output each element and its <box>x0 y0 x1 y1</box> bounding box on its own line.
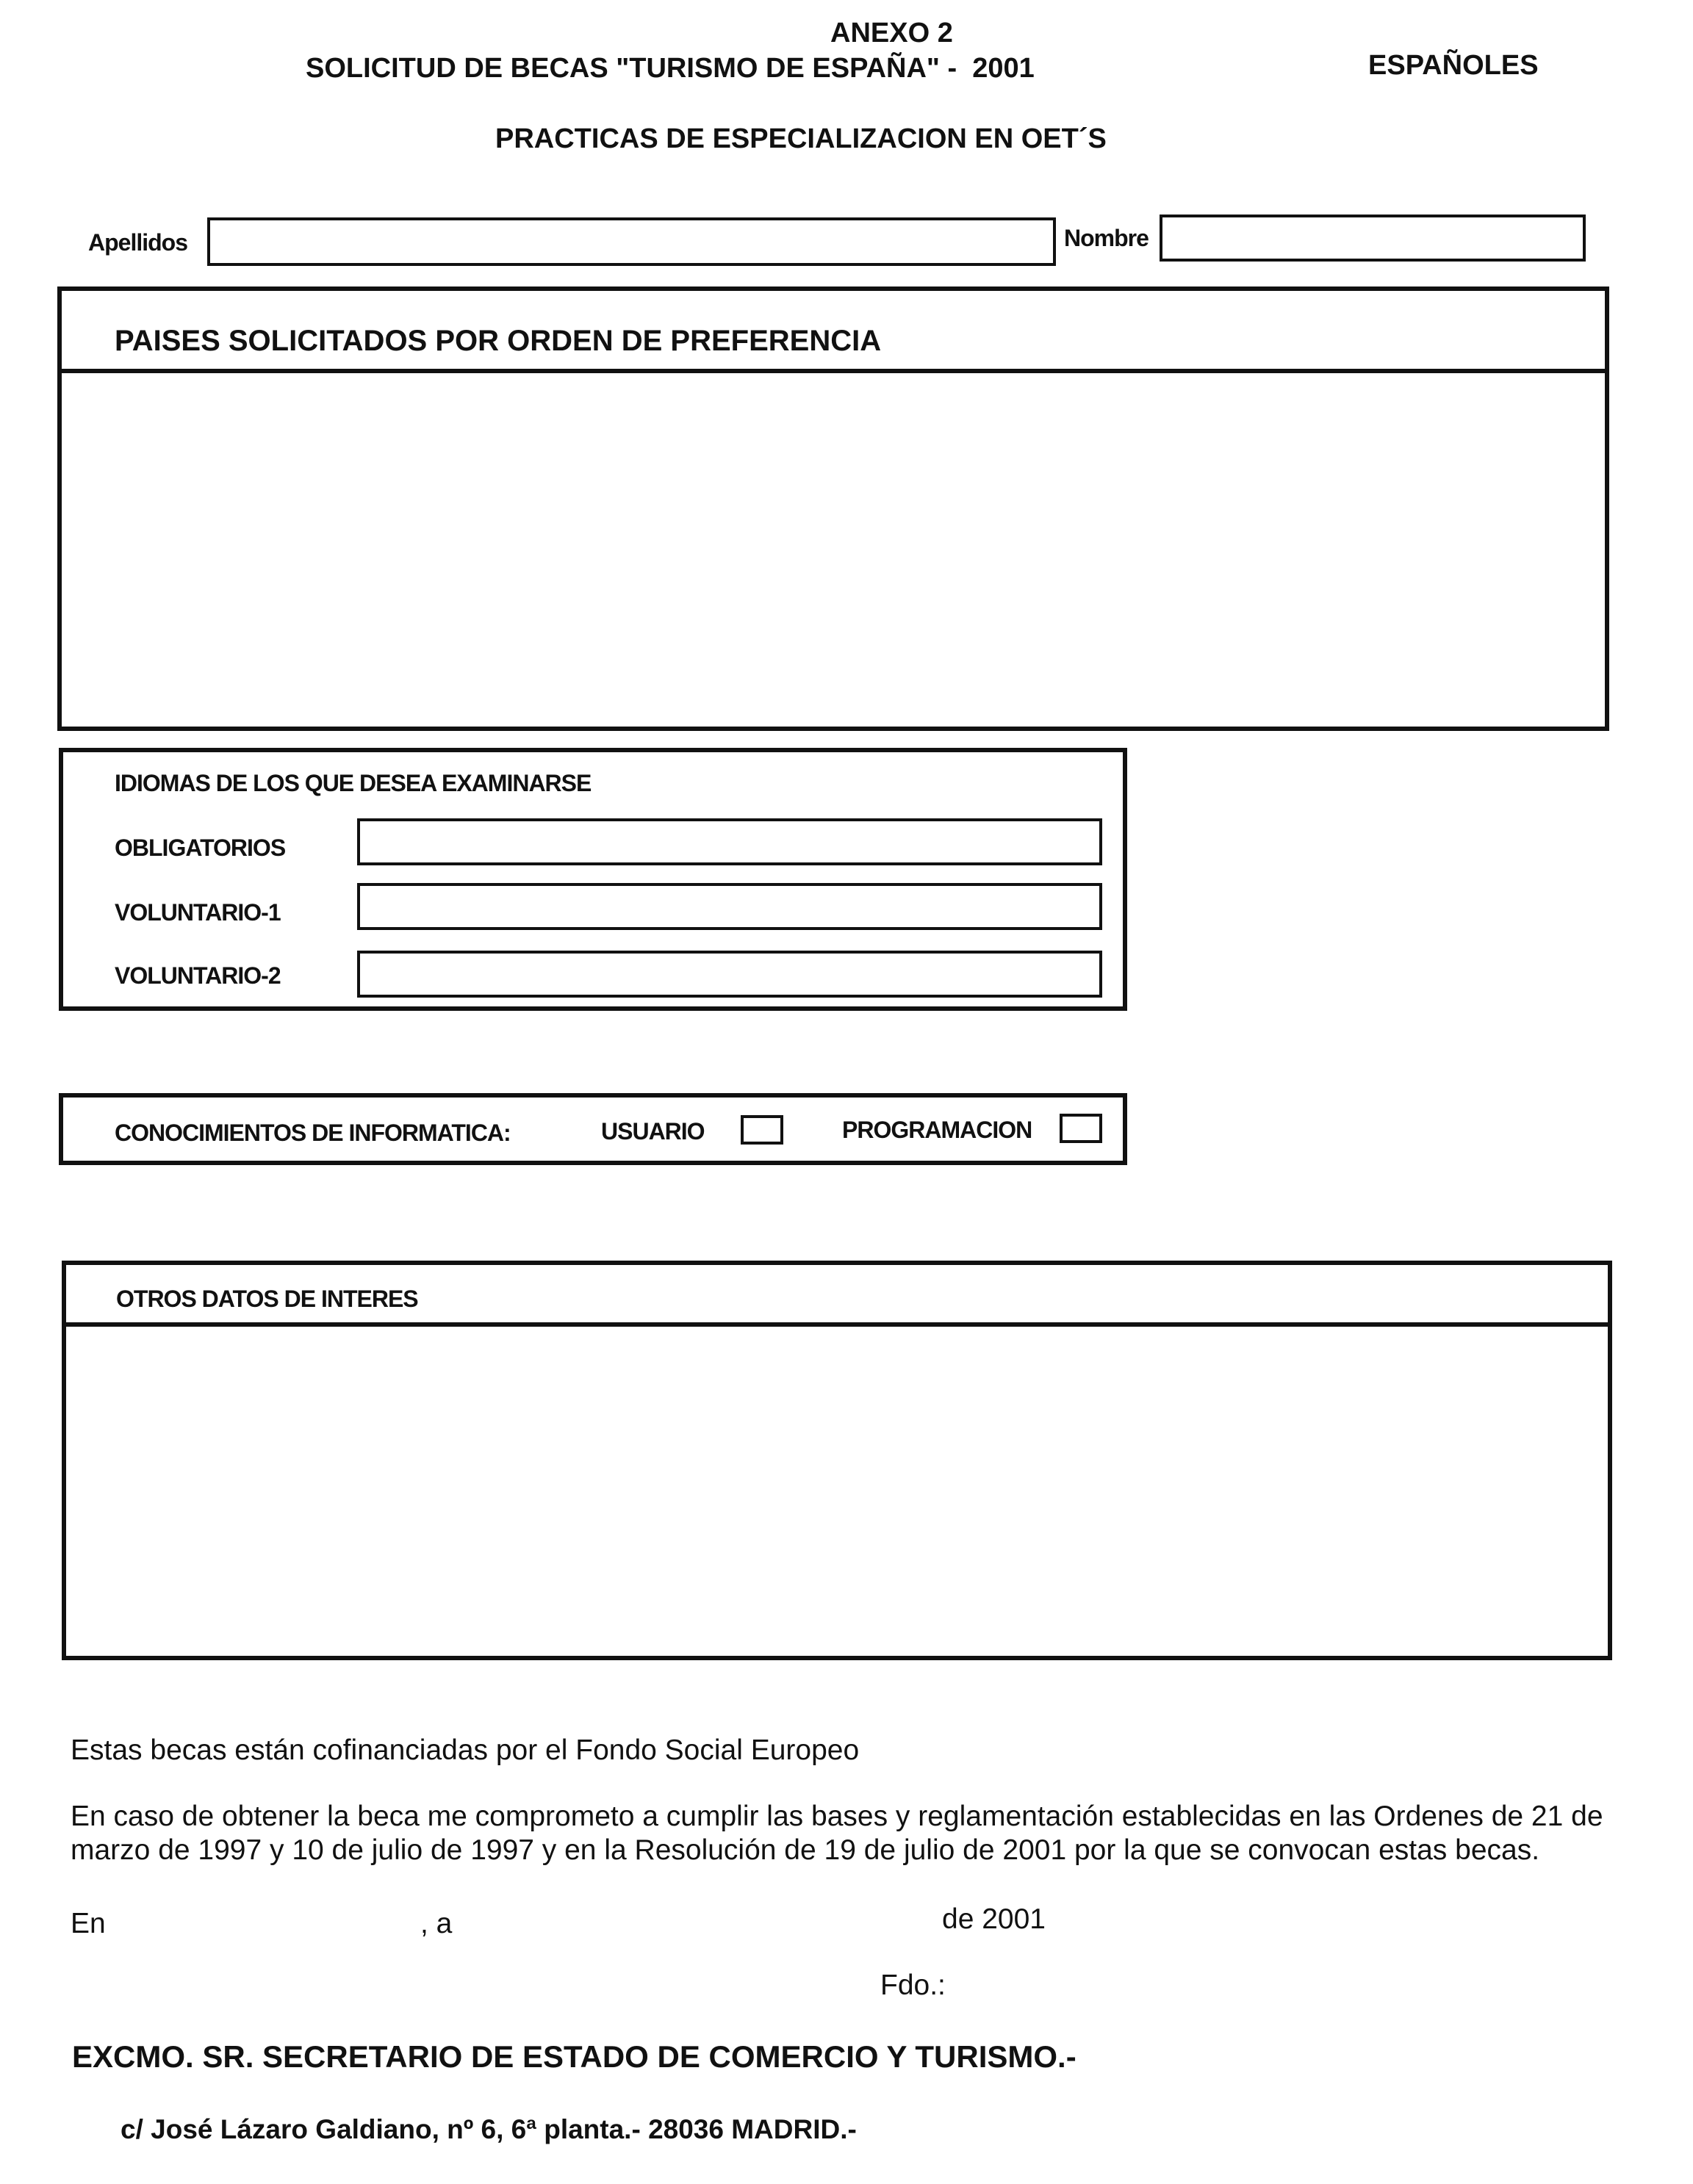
date-field[interactable] <box>470 1903 926 1938</box>
countries-section <box>57 286 1609 731</box>
computing-label: CONOCIMIENTOS DE INFORMATICA: <box>115 1120 511 1146</box>
language-label-optional-1: VOLUNTARIO-1 <box>115 899 281 926</box>
signature-field[interactable] <box>963 1963 1477 2001</box>
other-title: OTROS DATOS DE INTERES <box>116 1286 418 1312</box>
countries-input-area[interactable] <box>62 373 1605 727</box>
languages-section <box>59 748 1127 1011</box>
address: c/ José Lázaro Galdiano, nº 6, 6ª planta.- 28036 MADRID.- <box>121 2114 857 2144</box>
computing-section <box>59 1093 1127 1165</box>
language-label-mandatory: OBLIGATORIOS <box>115 835 286 861</box>
year-suffix: de 2001 <box>942 1903 1046 1935</box>
annex-label: ANEXO 2 <box>830 18 953 48</box>
other-input-area[interactable] <box>66 1327 1608 1656</box>
place-prefix: En <box>71 1908 106 1939</box>
name-label: Nombre <box>1064 225 1149 251</box>
cofinanced-note: Estas becas están cofinanciadas por el Fondo Social Europeo <box>71 1734 860 1766</box>
surname-field[interactable] <box>207 217 1056 266</box>
language-label-optional-2: VOLUNTARIO-2 <box>115 962 281 989</box>
other-section <box>62 1261 1612 1660</box>
category-label: ESPAÑOLES <box>1368 50 1539 81</box>
name-field[interactable] <box>1160 215 1586 262</box>
language-field-optional-1[interactable] <box>357 883 1102 930</box>
signature-label: Fdo.: <box>880 1969 946 2001</box>
programming-checkbox[interactable] <box>1060 1114 1102 1143</box>
date-prefix: , a <box>420 1908 453 1939</box>
language-field-mandatory[interactable] <box>357 818 1102 865</box>
languages-title: IDIOMAS DE LOS QUE DESEA EXAMINARSE <box>115 770 592 796</box>
countries-title: PAISES SOLICITADOS POR ORDEN DE PREFERENCIA <box>115 325 882 357</box>
user-checkbox[interactable] <box>741 1115 783 1145</box>
programming-label: PROGRAMACION <box>842 1117 1032 1143</box>
form-title: SOLICITUD DE BECAS "TURISMO DE ESPAÑA" - 2001 <box>306 53 1035 84</box>
place-field[interactable] <box>132 1903 411 1938</box>
addressee: EXCMO. SR. SECRETARIO DE ESTADO DE COMERCIO Y TURISMO.- <box>72 2039 1076 2074</box>
surname-label: Apellidos <box>88 229 188 256</box>
language-field-optional-2[interactable] <box>357 951 1102 998</box>
form-subtitle: PRACTICAS DE ESPECIALIZACION EN OET´S <box>495 123 1107 154</box>
commitment-text: En caso de obtener la beca me comprometo a cumplir las bases y reglamentación establecidas en las Ordenes de 21 de marzo de 1997 y 10 de julio de 1997 y en la Resolución de 19 de julio de 2001 por la que se convocan estas becas. <box>71 1801 1603 1866</box>
user-label: USUARIO <box>601 1118 705 1145</box>
